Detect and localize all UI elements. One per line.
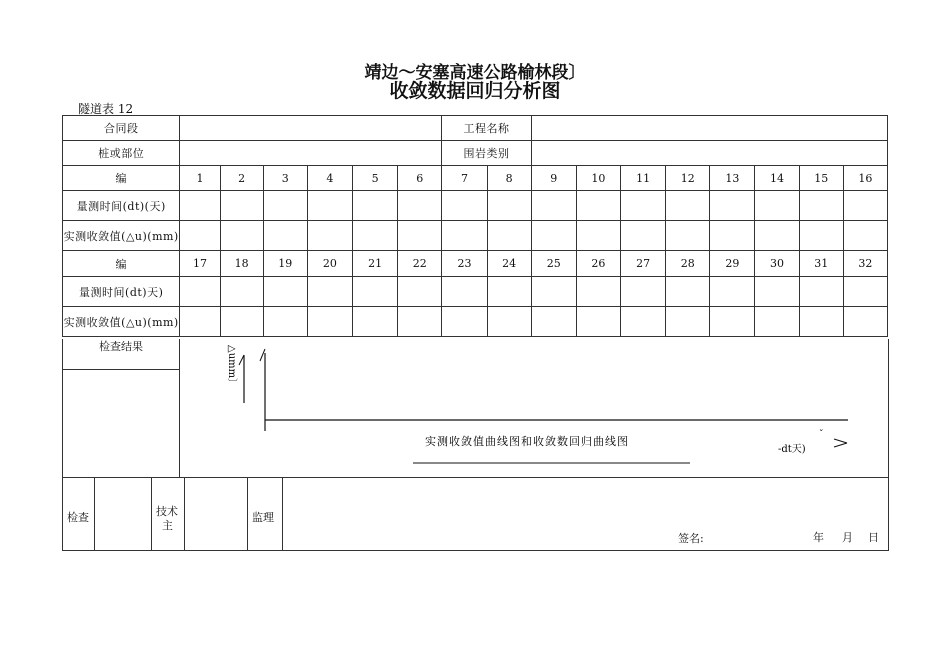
- convergence-cell[interactable]: [398, 221, 442, 251]
- convergence-cell[interactable]: [576, 221, 620, 251]
- x-axis-label: -dt天): [778, 444, 806, 455]
- index-number: 19: [263, 251, 307, 277]
- index-number: 30: [755, 251, 799, 277]
- index-number: 7: [442, 166, 487, 191]
- check-result-label: 检查结果: [63, 339, 180, 370]
- table-row: [63, 221, 888, 251]
- time-cell[interactable]: [263, 191, 307, 221]
- table-row: [63, 166, 888, 191]
- convergence-cell[interactable]: [799, 307, 843, 337]
- time-cell[interactable]: [487, 277, 531, 307]
- time-cell[interactable]: [307, 191, 352, 221]
- document-title-line1: 靖边～安塞高速公路榆林段〕: [364, 63, 586, 83]
- index-number: 32: [843, 251, 887, 277]
- year-label: 年: [813, 531, 824, 544]
- convergence-label: 实测收敛值(△u)(mm): [63, 307, 180, 337]
- tech-signature[interactable]: [184, 478, 248, 550]
- convergence-cell[interactable]: [755, 221, 799, 251]
- convergence-cell[interactable]: [531, 307, 576, 337]
- index-number: 29: [710, 251, 755, 277]
- supervisor-label: 监理: [252, 511, 274, 524]
- time-cell[interactable]: [220, 191, 263, 221]
- convergence-cell[interactable]: [621, 221, 666, 251]
- convergence-cell[interactable]: [263, 221, 307, 251]
- convergence-cell[interactable]: [487, 307, 531, 337]
- time-cell[interactable]: [755, 277, 799, 307]
- convergence-cell[interactable]: [843, 307, 887, 337]
- index-number: 14: [755, 166, 799, 191]
- regression-chart: [63, 339, 888, 477]
- convergence-cell[interactable]: [621, 307, 666, 337]
- convergence-cell[interactable]: [353, 221, 398, 251]
- time-cell[interactable]: [666, 277, 710, 307]
- index-number: 23: [442, 251, 487, 277]
- index-number: 20: [307, 251, 352, 277]
- index-number: 10: [576, 166, 620, 191]
- tech-label: 技术: [156, 505, 178, 518]
- index-number: 8: [487, 166, 531, 191]
- convergence-cell[interactable]: [710, 307, 755, 337]
- contract-label: 合同段: [63, 116, 180, 141]
- time-cell[interactable]: [353, 277, 398, 307]
- time-cell[interactable]: [576, 277, 620, 307]
- index-number: 22: [398, 251, 442, 277]
- tech-label-2: 主: [162, 519, 173, 532]
- data-table: [62, 115, 888, 337]
- time-cell[interactable]: [799, 191, 843, 221]
- convergence-label: 实测收敛值(△u)(mm): [63, 221, 180, 251]
- table-row: [63, 307, 888, 337]
- time-cell[interactable]: [621, 191, 666, 221]
- time-cell[interactable]: [442, 277, 487, 307]
- index-number: 6: [398, 166, 442, 191]
- time-cell[interactable]: [755, 191, 799, 221]
- time-cell[interactable]: [442, 191, 487, 221]
- index-number: 24: [487, 251, 531, 277]
- project-value[interactable]: [531, 116, 887, 141]
- time-cell[interactable]: [710, 191, 755, 221]
- index-number: 5: [353, 166, 398, 191]
- y-axis-arrowhead: [260, 349, 265, 361]
- month-label: 月: [842, 531, 853, 544]
- x-axis-arrow: [834, 439, 847, 443]
- signature-footer: [62, 477, 889, 551]
- rock-label: 围岩类别: [442, 141, 531, 166]
- check-label: 检查: [67, 511, 89, 524]
- index-number: 9: [531, 166, 576, 191]
- convergence-cell[interactable]: [531, 221, 576, 251]
- chart-area: [62, 339, 889, 478]
- time-cell[interactable]: [180, 277, 220, 307]
- time-cell[interactable]: [398, 191, 442, 221]
- x-axis-arrow: [834, 443, 847, 447]
- table-row: [63, 251, 888, 277]
- convergence-cell[interactable]: [442, 221, 487, 251]
- station-value[interactable]: [180, 141, 442, 166]
- index-number: 31: [799, 251, 843, 277]
- document-title-line2: 收敛数据回归分析图: [389, 80, 561, 102]
- index-number: 21: [353, 251, 398, 277]
- contract-value[interactable]: [180, 116, 442, 141]
- index-number: 3: [263, 166, 307, 191]
- convergence-cell[interactable]: [307, 307, 352, 337]
- convergence-cell[interactable]: [180, 307, 220, 337]
- table-number: 隧道表 12: [78, 102, 134, 116]
- index-number: 2: [220, 166, 263, 191]
- time-cell[interactable]: [843, 277, 887, 307]
- convergence-cell[interactable]: [180, 221, 220, 251]
- index-number: 1: [180, 166, 220, 191]
- index-number: 15: [799, 166, 843, 191]
- convergence-cell[interactable]: [666, 221, 710, 251]
- day-label: 日: [868, 531, 879, 544]
- time-cell[interactable]: [621, 277, 666, 307]
- index-number: 17: [180, 251, 220, 277]
- table-row: [63, 141, 888, 166]
- time-cell[interactable]: [531, 277, 576, 307]
- convergence-cell[interactable]: [220, 307, 263, 337]
- convergence-cell[interactable]: [263, 307, 307, 337]
- time-cell[interactable]: [531, 191, 576, 221]
- convergence-cell[interactable]: [710, 221, 755, 251]
- convergence-cell[interactable]: [755, 307, 799, 337]
- convergence-cell[interactable]: [220, 221, 263, 251]
- y-axis-label: △umm〕: [226, 345, 237, 389]
- index-number: 27: [621, 251, 666, 277]
- time-cell[interactable]: [353, 191, 398, 221]
- time-cell[interactable]: [220, 277, 263, 307]
- sign-label: 签名:: [678, 532, 704, 545]
- y-axis-arrow: [239, 355, 244, 365]
- rock-value[interactable]: [531, 141, 887, 166]
- time-cell[interactable]: [263, 277, 307, 307]
- time-cell[interactable]: [307, 277, 352, 307]
- station-label: 桩或部位: [63, 141, 180, 166]
- convergence-cell[interactable]: [666, 307, 710, 337]
- x-tick-mark: ˇ: [819, 430, 824, 440]
- convergence-cell[interactable]: [307, 221, 352, 251]
- time-cell[interactable]: [576, 191, 620, 221]
- convergence-cell[interactable]: [576, 307, 620, 337]
- index-number: 11: [621, 166, 666, 191]
- table-row: [63, 116, 888, 141]
- index-label: 编: [63, 251, 180, 277]
- convergence-cell[interactable]: [843, 221, 887, 251]
- time-cell[interactable]: [710, 277, 755, 307]
- index-number: 4: [307, 166, 352, 191]
- table-row: [63, 277, 888, 307]
- time-cell[interactable]: [666, 191, 710, 221]
- convergence-cell[interactable]: [799, 221, 843, 251]
- time-cell[interactable]: [398, 277, 442, 307]
- convergence-cell[interactable]: [487, 221, 531, 251]
- project-label: 工程名称: [442, 116, 531, 141]
- convergence-cell[interactable]: [353, 307, 398, 337]
- table-row: [63, 191, 888, 221]
- index-number: 25: [531, 251, 576, 277]
- time-cell[interactable]: [180, 191, 220, 221]
- time-cell[interactable]: [799, 277, 843, 307]
- index-number: 26: [576, 251, 620, 277]
- chart-caption: 实测收敛值曲线图和收敛数回归曲线图: [425, 435, 629, 448]
- check-signature[interactable]: [94, 478, 152, 550]
- index-number: 12: [666, 166, 710, 191]
- index-number: 18: [220, 251, 263, 277]
- convergence-cell[interactable]: [398, 307, 442, 337]
- convergence-cell[interactable]: [442, 307, 487, 337]
- index-label: 编: [63, 166, 180, 191]
- time-cell[interactable]: [487, 191, 531, 221]
- time-label: 量测时间(dt)天): [63, 277, 180, 307]
- time-label: 量测时间(dt)(天): [63, 191, 180, 221]
- index-number: 28: [666, 251, 710, 277]
- time-cell[interactable]: [843, 191, 887, 221]
- index-number: 16: [843, 166, 887, 191]
- index-number: 13: [710, 166, 755, 191]
